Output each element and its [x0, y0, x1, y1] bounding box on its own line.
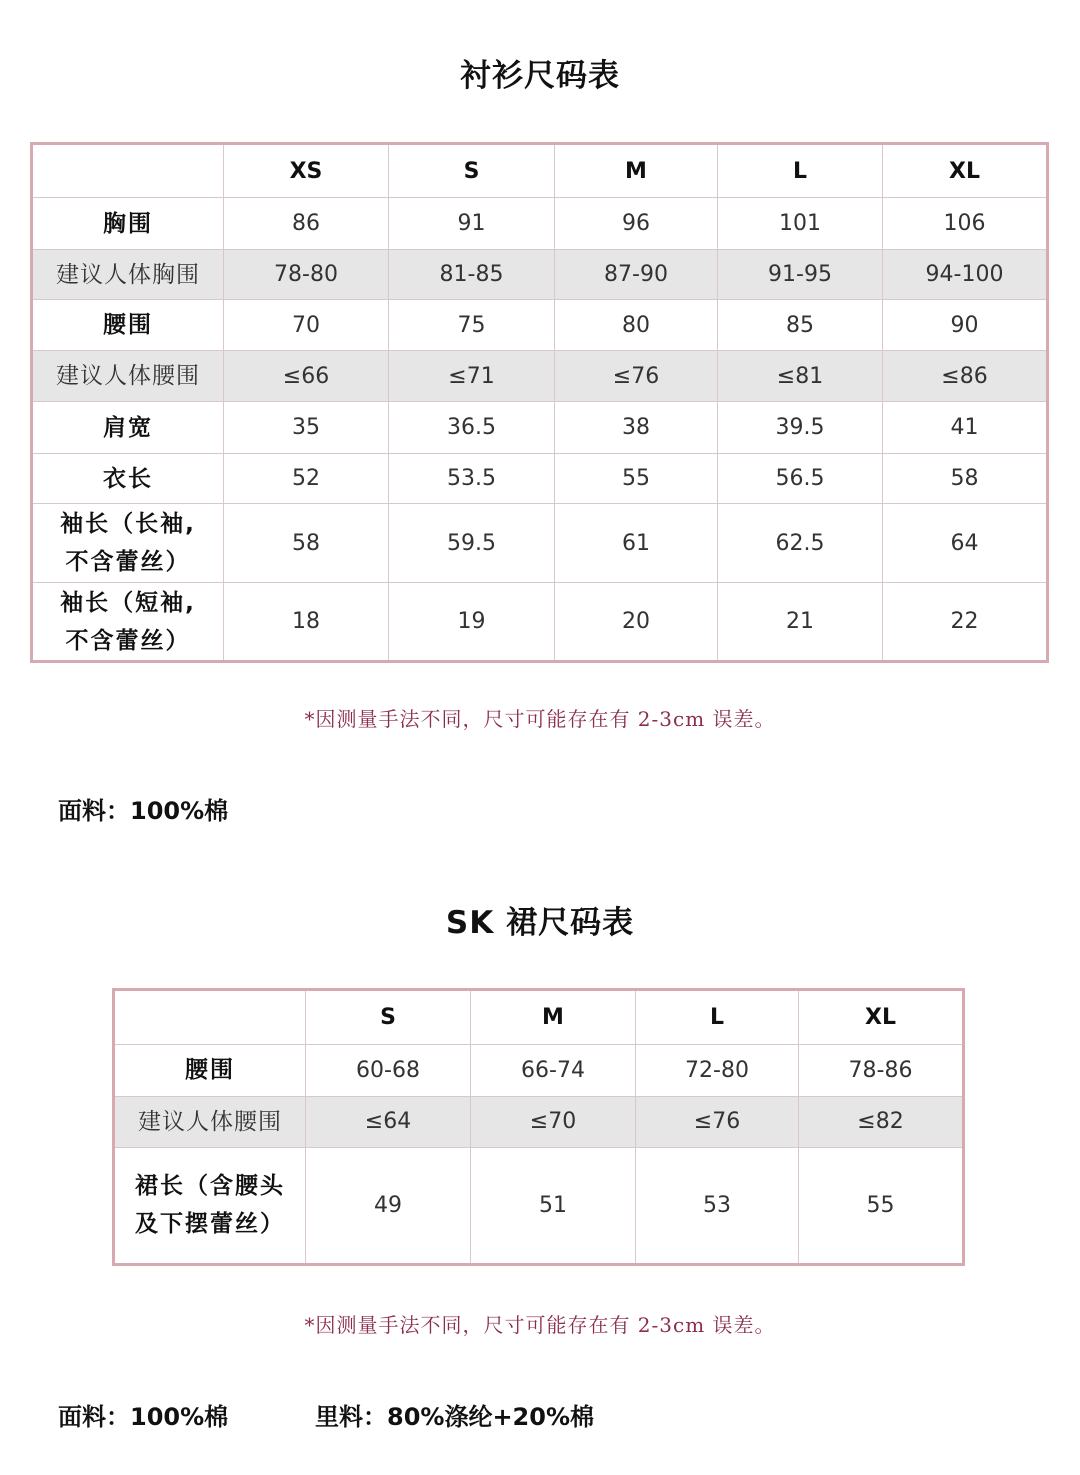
row-label: 胸围 — [32, 198, 224, 250]
table-row — [32, 454, 1048, 504]
row-label: 腰围 — [32, 300, 224, 351]
table-cell: 39.5 — [718, 402, 883, 454]
table-cell: ≤70 — [471, 1097, 636, 1148]
measurement-note: *因测量手法不同，尺寸可能存在有 2-3cm 误差。 — [304, 707, 776, 731]
table-cell: 59.5 — [389, 504, 555, 583]
table-row — [32, 250, 1048, 300]
skirt-size-table — [112, 988, 965, 1266]
table-cell: 101 — [718, 198, 883, 250]
table-cell: ≤71 — [389, 351, 555, 402]
table-cell: 78-86 — [799, 1044, 964, 1097]
row-label — [32, 504, 224, 583]
table-cell: 61 — [555, 504, 718, 583]
table-cell: 38 — [555, 402, 718, 454]
table-cell: ≤82 — [799, 1097, 964, 1148]
table-cell: ≤76 — [636, 1097, 799, 1148]
table-cell: 20 — [555, 583, 718, 662]
table-row — [32, 198, 1048, 250]
size-header: M — [471, 990, 636, 1045]
skirt-lining: 里料：80%涤纶+20%棉 — [315, 1403, 594, 1431]
row-label — [114, 1147, 306, 1264]
table-row — [32, 351, 1048, 402]
table-cell: 86 — [224, 198, 389, 250]
table-cell: 60-68 — [306, 1044, 471, 1097]
table-cell: 53 — [636, 1147, 799, 1264]
row-label-line: 不含蕾丝） — [65, 549, 191, 575]
table-cell: 87-90 — [555, 250, 718, 300]
table-cell: 55 — [555, 454, 718, 504]
table-cell: 22 — [883, 583, 1048, 662]
table-row — [114, 1097, 964, 1148]
header-corner-cell — [32, 144, 224, 198]
table-cell: 75 — [389, 300, 555, 351]
table-row — [32, 504, 1048, 583]
row-label: 肩宽 — [32, 402, 224, 454]
table-cell: 72-80 — [636, 1044, 799, 1097]
table-cell: 94-100 — [883, 250, 1048, 300]
size-header: XL — [883, 144, 1048, 198]
table-cell: 70 — [224, 300, 389, 351]
row-label: 腰围 — [114, 1044, 306, 1097]
size-header: XS — [224, 144, 389, 198]
table-cell: 41 — [883, 402, 1048, 454]
shirt-size-chart-title: 衬衫尺码表 — [460, 58, 620, 94]
table-cell: ≤81 — [718, 351, 883, 402]
table-cell: 35 — [224, 402, 389, 454]
table-cell: ≤66 — [224, 351, 389, 402]
size-header: XL — [799, 990, 964, 1045]
table-cell: 21 — [718, 583, 883, 662]
table-cell: 55 — [799, 1147, 964, 1264]
table-cell: 58 — [883, 454, 1048, 504]
table-cell: 49 — [306, 1147, 471, 1264]
size-header: L — [718, 144, 883, 198]
row-label-line: 袖长（长袖, — [60, 511, 196, 537]
row-label-line: 裙长（含腰头 — [135, 1173, 285, 1200]
table-cell: 80 — [555, 300, 718, 351]
skirt-size-chart-title: SK 裙尺码表 — [445, 905, 635, 941]
table-cell: ≤86 — [883, 351, 1048, 402]
table-cell: 51 — [471, 1147, 636, 1264]
table-cell: 64 — [883, 504, 1048, 583]
table-cell: ≤64 — [306, 1097, 471, 1148]
table-cell: 18 — [224, 583, 389, 662]
row-label-line: 袖长（短袖, — [60, 589, 196, 616]
row-label — [32, 583, 224, 662]
row-label: 建议人体腰围 — [32, 351, 224, 402]
shirt-size-table — [30, 142, 1049, 663]
row-label-line: 及下摆蕾丝） — [135, 1211, 285, 1238]
row-label-line: 不含蕾丝） — [65, 627, 191, 654]
table-cell: 91-95 — [718, 250, 883, 300]
table-cell: 53.5 — [389, 454, 555, 504]
table-cell: 36.5 — [389, 402, 555, 454]
table-row — [32, 402, 1048, 454]
table-cell: 96 — [555, 198, 718, 250]
table-cell: 81-85 — [389, 250, 555, 300]
table-cell: 85 — [718, 300, 883, 351]
size-header: S — [389, 144, 555, 198]
table-cell: 78-80 — [224, 250, 389, 300]
table-row — [32, 300, 1048, 351]
row-label: 建议人体胸围 — [32, 250, 224, 300]
table-cell: 52 — [224, 454, 389, 504]
table-row — [32, 583, 1048, 662]
table-cell: 66-74 — [471, 1044, 636, 1097]
table-cell: 58 — [224, 504, 389, 583]
size-header: S — [306, 990, 471, 1045]
measurement-note: *因测量手法不同，尺寸可能存在有 2-3cm 误差。 — [304, 1313, 776, 1337]
table-row — [114, 1044, 964, 1097]
table-cell: 90 — [883, 300, 1048, 351]
table-row — [114, 1147, 964, 1264]
row-label: 衣长 — [32, 454, 224, 504]
skirt-fabric: 面料：100%棉 — [58, 1403, 229, 1431]
table-cell: 106 — [883, 198, 1048, 250]
size-header: L — [636, 990, 799, 1045]
table-cell: 19 — [389, 583, 555, 662]
table-cell: ≤76 — [555, 351, 718, 402]
table-cell: 91 — [389, 198, 555, 250]
shirt-fabric: 面料：100%棉 — [58, 797, 229, 825]
table-cell: 62.5 — [718, 504, 883, 583]
row-label: 建议人体腰围 — [114, 1097, 306, 1148]
table-header-row — [32, 144, 1048, 198]
table-header-row — [114, 990, 964, 1045]
header-corner-cell — [114, 990, 306, 1045]
table-cell: 56.5 — [718, 454, 883, 504]
size-header: M — [555, 144, 718, 198]
